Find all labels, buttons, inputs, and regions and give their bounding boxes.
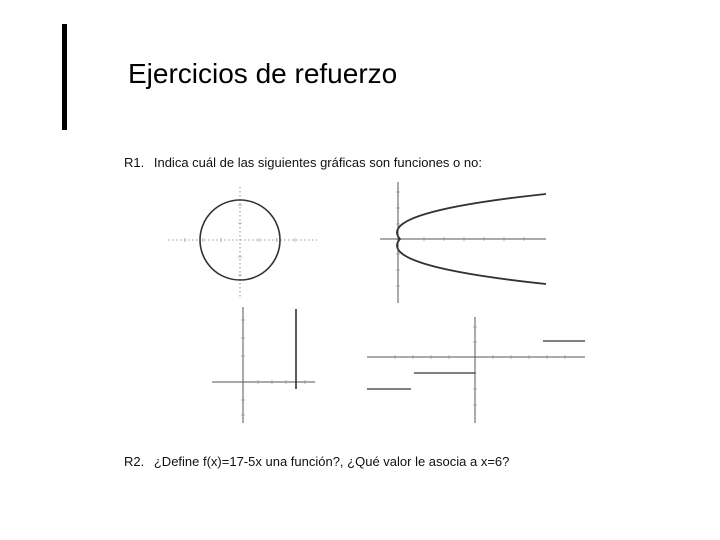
accent-bar [62,24,67,130]
question-text: Indica cuál de las siguientes gráficas son funciones o no: [153,155,482,170]
graph-step-function [365,315,587,425]
graph-axes [212,307,315,423]
question-r2 [124,454,509,469]
step-segments [367,341,585,389]
graph-circle [165,185,320,300]
question-label: R2. [124,454,145,469]
question-label: R1. [124,155,145,170]
graph-axes [380,182,546,303]
question-text: ¿Define f(x)=17-5x una función?, ¿Qué valor le asocia a x=6? [153,454,510,469]
graph-sideways-parabola [378,180,548,305]
slide-title: Ejercicios de refuerzo [128,58,398,89]
graph-vertical-lines [210,305,318,425]
question-r1 [124,155,482,170]
graph-axes [168,187,317,298]
graph-axes [367,317,585,423]
